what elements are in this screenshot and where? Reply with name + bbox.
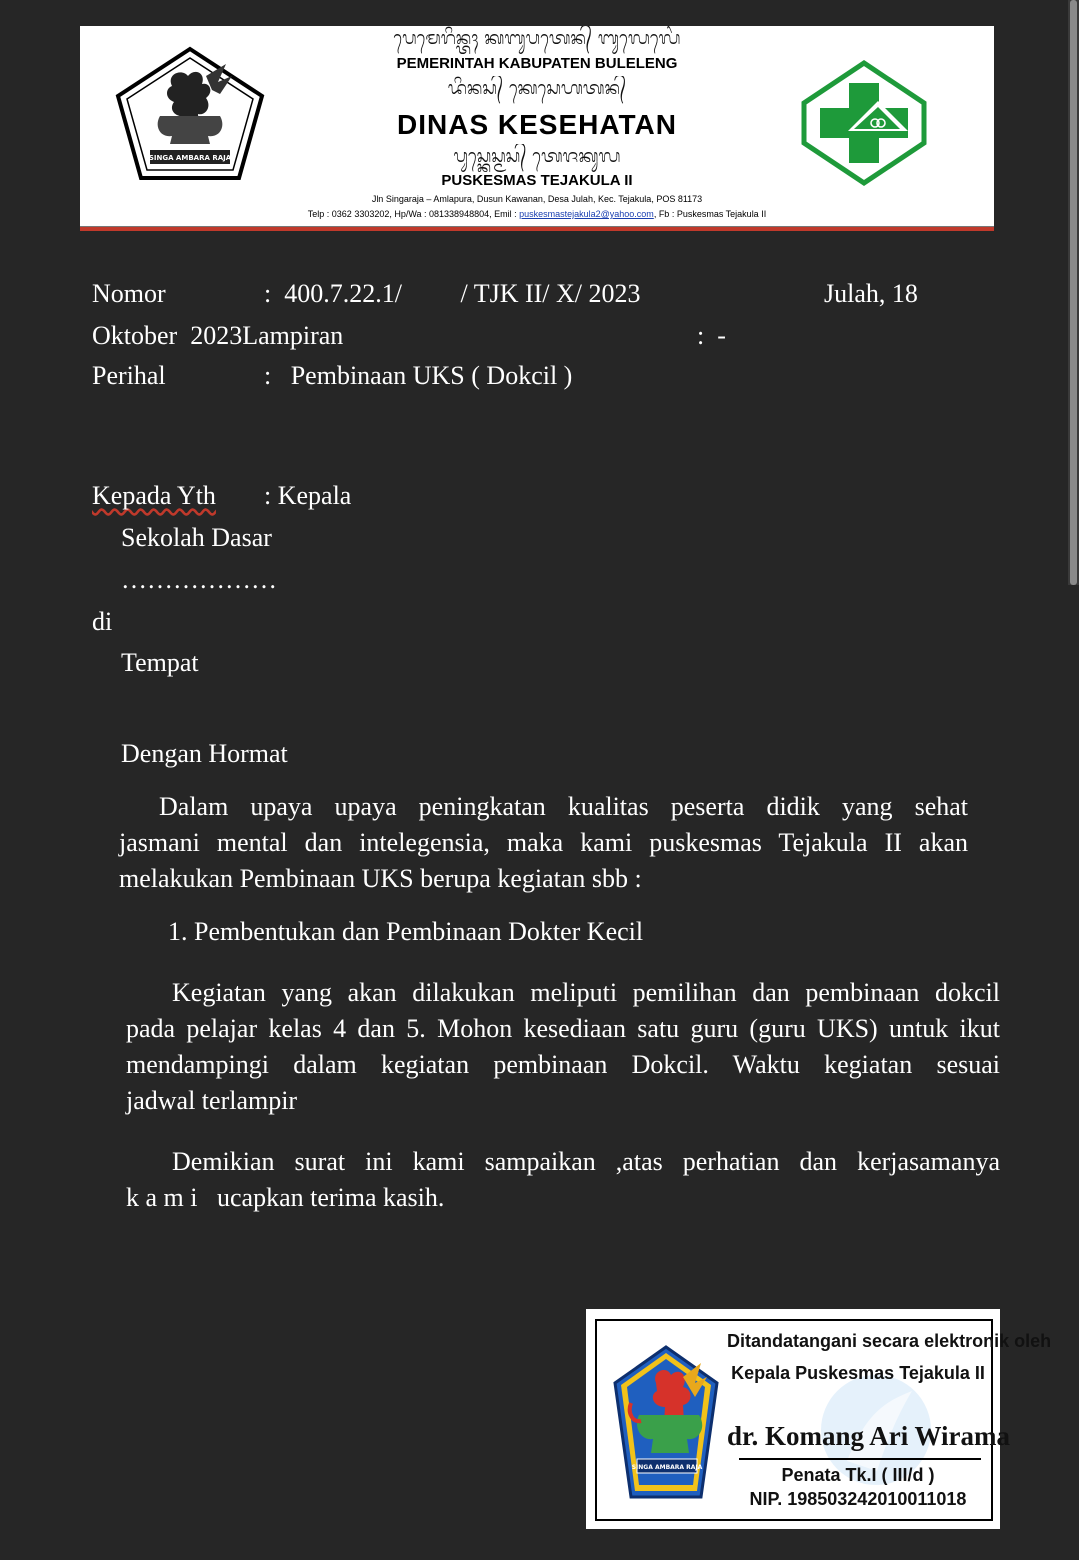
sig-logo-banner-text: SINGA AMBARA RAJA: [631, 1464, 703, 1471]
email-link[interactable]: puskesmastejakula2@yahoo.com: [519, 209, 654, 219]
buleleng-regency-logo-icon: [114, 46, 266, 182]
puskesmas-logo-icon: [800, 59, 928, 187]
signer-position: Kepala Puskesmas Tejakula II: [731, 1363, 985, 1383]
letterhead-divider: [80, 226, 994, 231]
paragraph-2-line-1: Kegiatan yang akan dilakukan meliputi pemilihan dan pembinaan dokcil: [172, 978, 1000, 1007]
paragraph-1-line-3: melakukan Pembinaan UKS berupa kegiatan sbb :: [119, 864, 642, 893]
recipient-school: Sekolah Dasar: [121, 523, 272, 552]
signature-caption: Ditandatangani secara elektronik oleh: [727, 1331, 1052, 1351]
date-and-lampiran-label: Oktober 2023Lampiran: [92, 321, 344, 350]
buleleng-color-logo-icon: [611, 1343, 721, 1503]
signer-name: dr. Komang Ari Wirama: [727, 1421, 1011, 1451]
scrollbar-thumb[interactable]: [1070, 0, 1077, 585]
letterhead: [80, 26, 994, 226]
scrollbar[interactable]: [1068, 0, 1079, 585]
tempat-label: Tempat: [121, 648, 199, 677]
address: Jln Singaraja – Amlapura, Dusun Kawanan, Desa Julah, Kec. Tejakula, POS 81173: [371, 194, 703, 204]
signature-frame: [595, 1319, 1052, 1521]
balinese-script-line-2: ᬤᬶᬦᬲ᭄ ᬓᬾᬲᬾᬳᬢᬦ᭄: [447, 78, 627, 99]
paragraph-1: [119, 789, 968, 897]
government-name: PEMERINTAH KABUPATEN BULELENG: [396, 55, 678, 72]
electronic-signature-box: [586, 1309, 1052, 1529]
kepada-value: : Kepala: [264, 481, 352, 510]
di-label: di: [92, 607, 113, 636]
list-item-1: 1. Pembentukan dan Pembinaan Dokter Kecil: [168, 917, 644, 946]
letter-date: Julah, 18: [824, 279, 918, 308]
signature-underline: [739, 1458, 981, 1460]
paragraph-2-line-3: mendampingi dalam kegiatan pembinaan Dokcil. Waktu kegiatan sesuai: [126, 1050, 1000, 1079]
paragraph-1-line-2: jasmani mental dan intelegensia, maka kami puskesmas Tejakula II akan: [119, 828, 968, 857]
puskesmas-name: PUSKESMAS TEJAKULA II: [441, 172, 633, 189]
paragraph-2: [126, 975, 1000, 1119]
department-name: DINAS KESEHATAN: [397, 109, 677, 140]
paragraph-2-line-2: pada pelajar kelas 4 dan 5. Mohon kesediaan satu guru (guru UKS) untuk ikut: [126, 1014, 1000, 1043]
contact-prefix: Telp : 0362 3303202, Hp/Wa : 081338948804, Emil :: [307, 209, 520, 219]
paragraph-3-line-2: k a m i ucapkan terima kasih.: [126, 1183, 445, 1212]
paragraph-1-line-1: Dalam upaya upaya peningkatan kualitas peserta didik yang sehat: [159, 792, 968, 821]
balinese-script-line-3: ᬧᬸᬲ᭄ᬓᬾᬲ᭄ᬫᬲ᭄ ᬢᬾᬚᬓᬸᬮ: [453, 146, 621, 167]
paragraph-3: [126, 1144, 1000, 1216]
logo-banner-text: SINGA AMBARA RAJA: [148, 154, 232, 162]
signer-rank: Penata Tk.I ( III/d ): [781, 1465, 935, 1485]
signer-nip: NIP. 198503242010011018: [749, 1489, 967, 1509]
contact-line: [80, 209, 994, 219]
perihal-value: : Pembinaan UKS ( Dokcil ): [264, 361, 573, 390]
paragraph-2-line-4: jadwal terlampir: [126, 1086, 298, 1115]
perihal-label: Perihal: [92, 361, 166, 390]
kepada-label: Kepada Yth: [92, 481, 216, 510]
paragraph-3-line-1: Demikian surat ini kami sampaikan ,atas perhatian dan kerjasamanya: [172, 1147, 1000, 1176]
contact-suffix: , Fb : Puskesmas Tejakula II: [653, 209, 767, 219]
nomor-value: : 400.7.22.1/ / TJK II/ X/ 2023: [264, 279, 641, 308]
salutation: Dengan Hormat: [121, 739, 288, 768]
nomor-label: Nomor: [92, 279, 166, 308]
recipient-dots: ………………: [121, 565, 277, 594]
lampiran-value: : -: [697, 321, 726, 350]
balinese-script-line-1: ᬧᬾᬫᬾᬭᬶᬦ᭄ᬢᬄ ᬓᬩᬸᬧᬢᬾᬦ᭄ ᬩᬸᬮᬾᬮᬾᬂ: [393, 28, 681, 49]
